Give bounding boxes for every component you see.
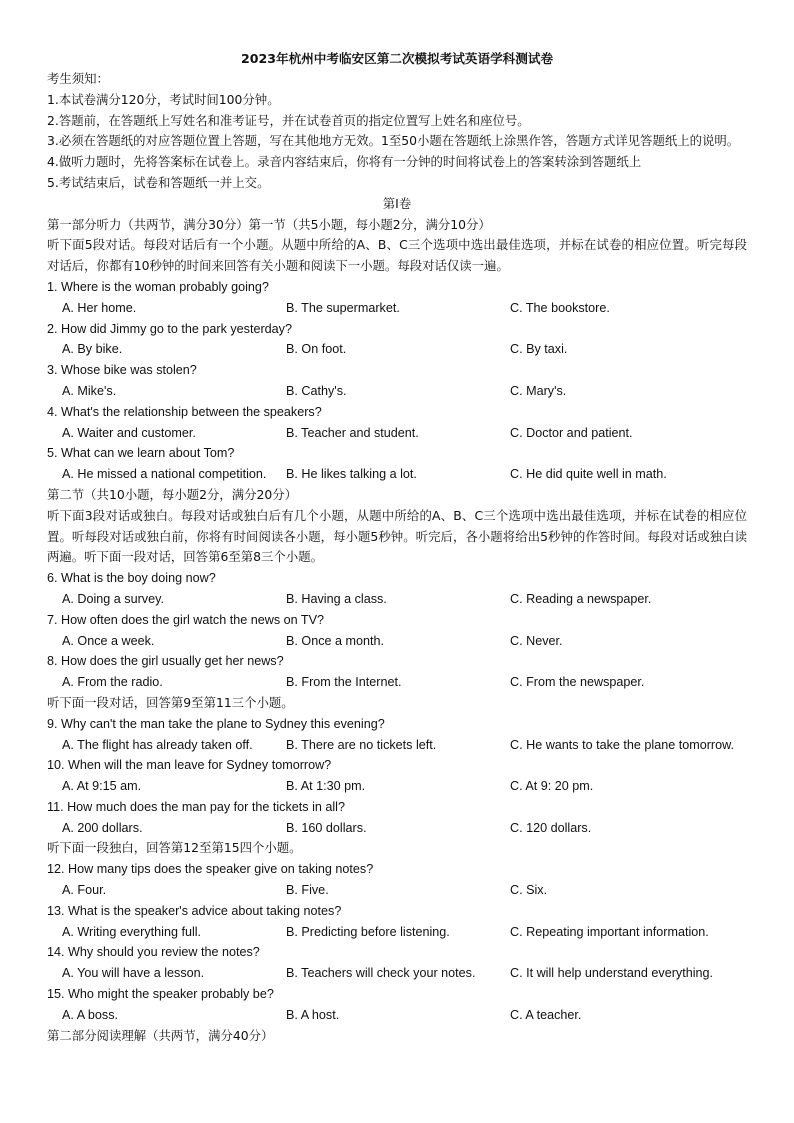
question-stem: 4. What's the relationship between the speakers? [47, 404, 322, 419]
question-stem: 13. What is the speaker's advice about taking notes? [47, 903, 342, 918]
option-c: C. By taxi. [510, 342, 568, 357]
option-a: A. Mike's. [62, 383, 117, 398]
option-a: A. Her home. [62, 300, 137, 315]
option-b: B. A host. [286, 1007, 340, 1022]
notice-heading: 考生须知： [47, 71, 109, 86]
option-a: A. By bike. [62, 342, 123, 357]
option-b: B. On foot. [286, 342, 347, 357]
question-options [47, 298, 747, 319]
question-options [47, 464, 747, 485]
option-b: B. From the Internet. [286, 675, 402, 690]
option-c: C. Repeating important information. [510, 924, 709, 939]
option-b: B. Once a month. [286, 633, 385, 648]
part1-instructions: 听下面5段对话。每段对话后有一个小题。从题中所给的A、B、C三个选项中选出最佳选项，并标在试卷的相应位置。听完每段对话后，你都有10秒钟的时间来回答有关小题和阅读下一小题。每段对话仅读一遍。 [47, 237, 747, 274]
option-b: B. Having a class. [286, 591, 387, 606]
option-a: A. Writing everything full. [62, 924, 202, 939]
option-c: C. Six. [510, 883, 548, 898]
question-stem: 7. How often does the girl watch the news on TV? [47, 612, 324, 627]
question-stem: 11. How much does the man pay for the tickets in all? [47, 799, 345, 814]
question-stem: 8. How does the girl usually get her news? [47, 654, 284, 669]
option-b: B. Teachers will check your notes. [286, 966, 476, 981]
option-c: C. The bookstore. [510, 300, 610, 315]
option-c: C. Reading a newspaper. [510, 591, 652, 606]
question-stem: 6. What is the boy doing now? [47, 571, 216, 586]
option-a: A. Once a week. [62, 633, 155, 648]
question-stem: 1. Where is the woman probably going? [47, 279, 269, 294]
question-options [47, 423, 747, 444]
exam-page [47, 48, 747, 1046]
question-stem: 10. When will the man leave for Sydney tomorrow? [47, 758, 332, 773]
question-options [47, 735, 747, 756]
question-stem: 3. Whose bike was stolen? [47, 363, 197, 378]
notice-item: 2.答题前，在答题纸上写姓名和准考证号，并在试卷首页的指定位置写上姓名和座位号。 [47, 112, 530, 128]
dialogue-cue: 听下面一段对话，回答第9至第11三个小题。 [47, 694, 294, 710]
option-c: C. He did quite well in math. [510, 467, 667, 482]
option-a: A. At 9:15 am. [62, 779, 142, 794]
option-b: B. There are no tickets left. [286, 737, 437, 752]
section2-header: 第二节（共10小题，每小题2分，满分20分） [47, 486, 298, 502]
option-c: C. It will help understand everything. [510, 966, 714, 981]
option-b: B. He likes talking a lot. [286, 467, 417, 482]
option-a: A. Waiter and customer. [62, 425, 196, 440]
question-stem: 15. Who might the speaker probably be? [47, 987, 274, 1002]
section2-instructions: 听下面3段对话或独白。每段对话或独白后有几个小题，从题中所给的A、B、C三个选项中选出最佳选项，并标在试卷的相应位置。听每段对话或独白前，你将有时间阅读各小题，每小题5秒钟。听完后，各小题将给出5秒钟的作答时间。每段对话或独白读两遍。听下面一段对话，回答第6至第8三个小题。 [47, 507, 747, 565]
option-b: B. 160 dollars. [286, 820, 367, 835]
part2-header: 第二部分阅读理解（共两节，满分40分） [47, 1027, 274, 1043]
question-options [47, 880, 747, 901]
option-c: C. Doctor and patient. [510, 425, 633, 440]
question-options [47, 922, 747, 943]
option-b: B. The supermarket. [286, 300, 400, 315]
option-c: C. From the newspaper. [510, 675, 645, 690]
option-c: C. He wants to take the plane tomorrow. [510, 737, 734, 752]
question-stem: 2. How did Jimmy go to the park yesterday? [47, 321, 292, 336]
notice-item: 4.做听力题时，先将答案标在试卷上。录音内容结束后，你将有一分钟的时间将试卷上的答案转涂到答题纸上 [47, 154, 642, 170]
option-a: A. The flight has already taken off. [62, 737, 253, 752]
exam-title: 2023年杭州中考临安区第二次模拟考试英语学科测试卷 [240, 51, 554, 66]
option-b: B. Cathy's. [286, 383, 347, 398]
option-a: A. A boss. [62, 1007, 119, 1022]
option-a: A. From the radio. [62, 675, 163, 690]
question-options [47, 672, 747, 693]
notice-item: 5.考试结束后，试卷和答题纸一并上交。 [47, 174, 270, 190]
option-b: B. Teacher and student. [286, 425, 419, 440]
question-stem: 14. Why should you review the notes? [47, 945, 260, 960]
option-a: A. Doing a survey. [62, 591, 164, 606]
volume-heading: 第Ⅰ卷 [382, 195, 412, 211]
option-a: A. Four. [62, 883, 107, 898]
option-a: A. You will have a lesson. [62, 966, 205, 981]
option-a: A. He missed a national competition. [62, 467, 267, 482]
option-b: B. Five. [286, 883, 329, 898]
monologue-cue: 听下面一段独白，回答第12至第15四个小题。 [47, 840, 302, 856]
question-options [47, 631, 747, 652]
question-options [47, 381, 747, 402]
question-options [47, 589, 747, 610]
question-stem: 12. How many tips does the speaker give on taking notes? [47, 862, 374, 877]
option-b: B. Predicting before listening. [286, 924, 450, 939]
notice-item: 1.本试卷满分120分，考试时间100分钟。 [47, 91, 280, 107]
option-c: C. At 9: 20 pm. [510, 779, 594, 794]
part1-header: 第一部分听力（共两节，满分30分）第一节（共5小题，每小题2分，满分10分） [47, 216, 491, 232]
option-c: C. 120 dollars. [510, 820, 592, 835]
option-c: C. Mary's. [510, 383, 567, 398]
question-options [47, 963, 747, 984]
question-stem: 9. Why can't the man take the plane to Sydney this evening? [47, 716, 385, 731]
notice-item: 3.必须在答题纸的对应答题位置上答题，写在其他地方无效。1至50小题在答题纸上涂黑作答，答题方式详见答题纸上的说明。 [47, 133, 740, 149]
question-options [47, 339, 747, 360]
option-c: C. Never. [510, 633, 563, 648]
question-stem: 5. What can we learn about Tom? [47, 446, 235, 461]
question-options [47, 776, 747, 797]
option-c: C. A teacher. [510, 1007, 582, 1022]
option-a: A. 200 dollars. [62, 820, 143, 835]
question-options [47, 818, 747, 839]
option-b: B. At 1:30 pm. [286, 779, 366, 794]
question-options [47, 1005, 747, 1026]
